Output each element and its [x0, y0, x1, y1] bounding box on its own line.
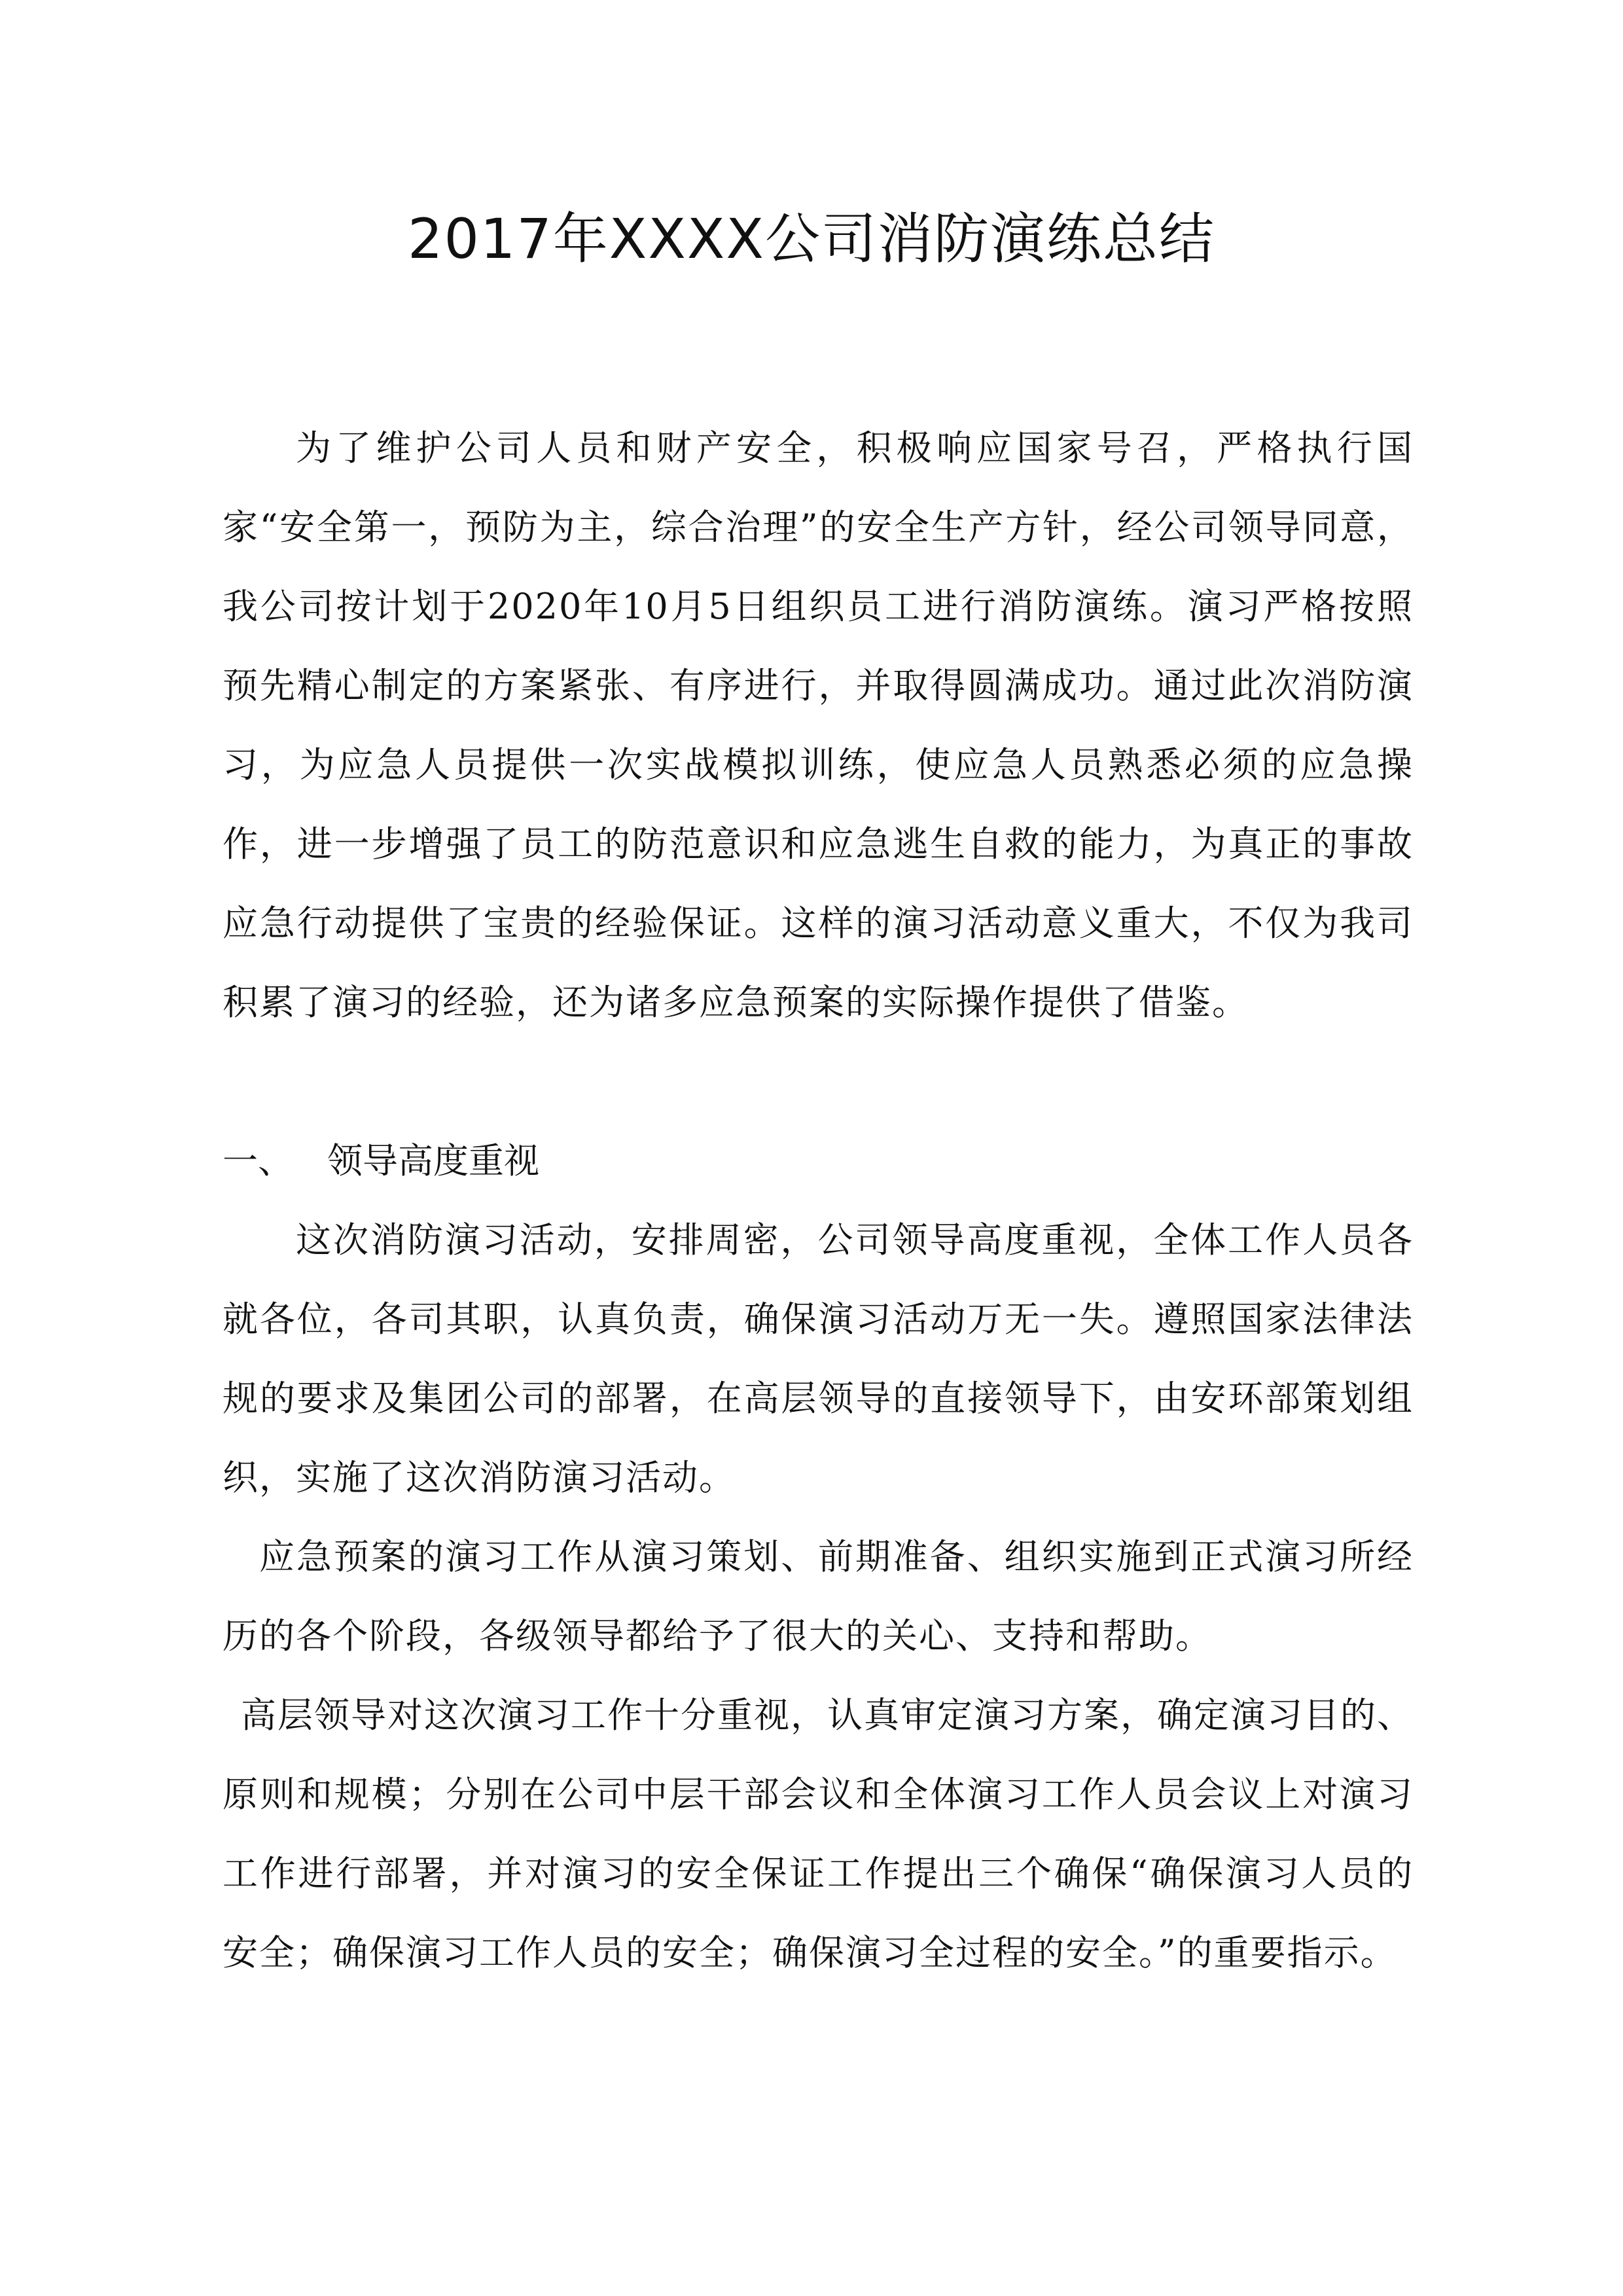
section-number: 一、 — [223, 1140, 293, 1181]
intro-paragraph: 为了维护公司人员和财产安全，积极响应国家号召，严格执行国家“安全第一，预防为主，综合治理”的安全生产方针，经公司领导同意，我公司按计划于2020年10月5日组织员工进行消防演练。演习严格按照预先精心制定的方案紧张、有序进行，并取得圆满成功。通过此次消防演习，为应急人员提供一次实战模拟训练，使应急人员熟悉必须的应急操作，进一步增强了员工的防范意识和应急逃生自救的能力，为真正的事故应急行动提供了宝贵的经验保证。这样的演习活动意义重大，不仅为我司积累了演习的经验，还为诸多应急预案的实际操作提供了借鉴。 — [223, 427, 1414, 1023]
section-paragraph-3: 高层领导对这次演习工作十分重视，认真审定演习方案，确定演习目的、原则和规模；分别在公司中层干部会议和全体演习工作人员会议上对演习工作进行部署，并对演习的安全保证工作提出三个确保“确保演习人员的安全；确保演习工作人员的安全；确保演习全过程的安全。”的重要指示。 — [223, 1695, 1414, 1973]
section-paragraph-2: 应急预案的演习工作从演习策划、前期准备、组织实施到正式演习所经历的各个阶段，各级领导都给予了很大的关心、支持和帮助。 — [223, 1536, 1414, 1657]
section-heading — [223, 1121, 1414, 1200]
section-paragraph-1: 这次消防演习活动，安排周密，公司领导高度重视，全体工作人员各就各位，各司其职，认真负责，确保演习活动万无一失。遵照国家法律法规的要求及集团公司的部署，在高层领导的直接领导下，由安环部策划组织，实施了这次消防演习活动。 — [223, 1219, 1414, 1498]
section-heading-text: 领导高度重视 — [327, 1140, 539, 1181]
document-title: 2017年XXXX公司消防演练总结 — [408, 207, 1215, 271]
